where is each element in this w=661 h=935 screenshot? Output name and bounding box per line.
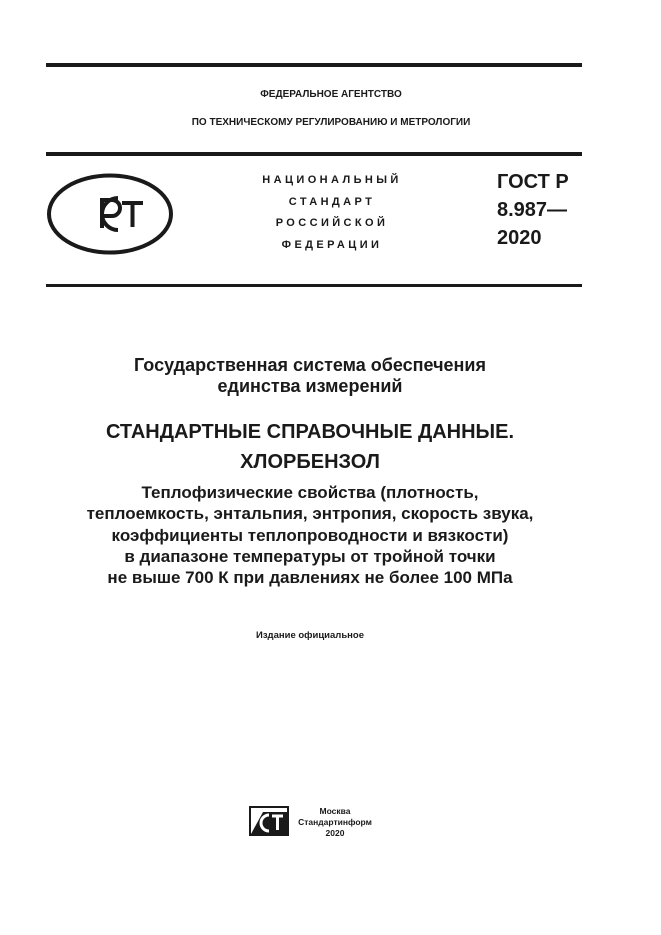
standard-title-line: СТАНДАРТНЫЕ СПРАВОЧНЫЕ ДАННЫЕ. — [105, 421, 515, 443]
standard-designation — [497, 168, 569, 252]
system-title — [10, 355, 610, 397]
header-bottom-divider — [46, 284, 582, 287]
publisher-city: Москва — [319, 806, 351, 816]
publisher-name: Стандартинформ — [298, 817, 372, 827]
designation-line: 2020 — [497, 227, 542, 249]
national-line: СТАНДАРТ — [288, 195, 376, 208]
edition-label: Издание официальное — [256, 630, 364, 641]
publisher-year: 2020 — [325, 828, 345, 838]
system-title-line: Государственная система обеспечения — [134, 355, 486, 375]
standard-title-line: ХЛОРБЕНЗОЛ — [240, 451, 380, 473]
standard-title — [10, 417, 610, 477]
header-divider — [46, 152, 582, 156]
top-divider — [46, 63, 582, 67]
agency-line-2: ПО ТЕХНИЧЕСКОМУ РЕГУЛИРОВАНИЮ И МЕТРОЛОГИИ — [191, 117, 471, 128]
standartinform-logo-icon — [249, 806, 289, 836]
description-line: не выше 700 К при давлениях не более 100 МПа — [107, 568, 513, 588]
agency-line-1: ФЕДЕРАЛЬНОЕ АГЕНТСТВО — [260, 89, 402, 100]
publisher-info — [296, 806, 374, 839]
national-standard-label — [232, 170, 432, 256]
description-line: теплоемкость, энтальпия, энтропия, скорость звука, — [86, 504, 534, 524]
national-line: НАЦИОНАЛЬНЫЙ — [262, 174, 402, 186]
national-line: РОССИЙСКОЙ — [275, 217, 389, 229]
system-title-line: единства измерений — [217, 376, 403, 396]
designation-line: ГОСТ Р — [497, 171, 569, 193]
description-line: в диапазоне температуры от тройной точки — [124, 546, 496, 566]
standard-description — [10, 482, 610, 588]
designation-line: 8.987— — [497, 199, 568, 221]
description-line: коэффициенты теплопроводности и вязкости) — [111, 525, 509, 545]
rst-emblem-icon — [46, 173, 174, 255]
national-line: ФЕДЕРАЦИИ — [281, 238, 383, 251]
description-line: Теплофизические свойства (плотность, — [141, 483, 479, 502]
